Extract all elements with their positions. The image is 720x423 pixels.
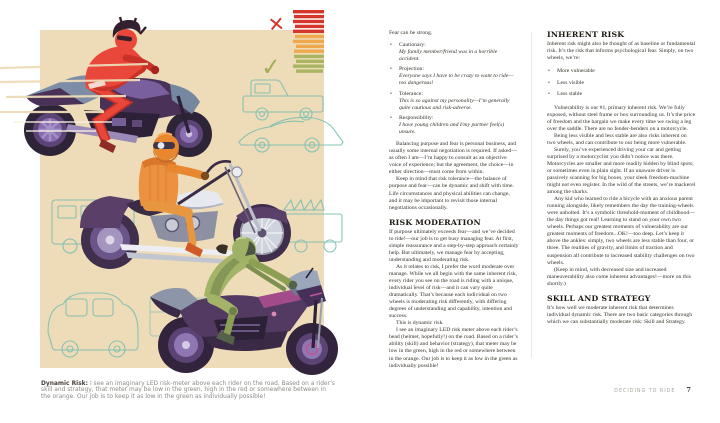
x-mark-icon: ✕ bbox=[266, 11, 286, 37]
page-footer bbox=[547, 386, 691, 394]
bullet-term: Projection: bbox=[399, 66, 424, 73]
list-item: • Less stable bbox=[547, 91, 696, 98]
bullet-quote: My family member/friend was in a horrible accident. bbox=[399, 49, 498, 63]
column-divider bbox=[531, 32, 532, 358]
paragraph: This is dynamic risk. bbox=[396, 320, 444, 327]
paragraph: Keep in mind that risk tolerance—the balance of purpose and fear—can be dynamic and shift with time. Life circumstances and physical abilities can change, and it may be important to revisit those internal negotiations occasionally. bbox=[389, 176, 514, 211]
fear-bullet-list bbox=[389, 42, 519, 136]
list-item bbox=[389, 115, 519, 136]
bullet-quote: This is so against my personality—I’m generally quite cautious and risk-adverse. bbox=[399, 97, 510, 111]
check-mark-icon: ✓ bbox=[260, 52, 283, 82]
inherent-risk-list bbox=[547, 68, 696, 98]
bullet-term: Tolerance: bbox=[399, 90, 423, 97]
bullet-term: Cautionary: bbox=[399, 42, 426, 49]
paragraph: Balancing purpose and fear is personal business, and usually some internal negotiation is required. If asked—as often I am—I’m happy to consult as an objective voice of experience; but the agreement, the choice—in either direction—must come from within. bbox=[389, 141, 517, 176]
running-title: DECIDING TO RIDE bbox=[614, 389, 676, 394]
paragraph: If purpose ultimately exceeds fear—and we’ve decided to ride!—our job is to get busy managing fear. At first, simple reassurance and a step-by-step approach certainly help. But ultimately, we manage fear by accepting, understanding and moderating risk. bbox=[389, 228, 519, 263]
section-heading-inherent-risk: INHERENT RISK bbox=[547, 30, 625, 39]
list-item bbox=[389, 66, 519, 87]
section-heading-risk-moderation: RISK MODERATION bbox=[389, 217, 481, 227]
paragraph: Fear can be strong. bbox=[389, 30, 433, 36]
page-number: 7 bbox=[686, 386, 691, 394]
paragraph: Any kid who learned to ride a bicycle with an anxious parent running alongside, likely remembers the day the training-wheels were unbolted. It’s a symbolic threshold-moment of childhood—the day things got real! Learning to stand on your own two wheels. Perhaps our greatest moments of vulnerability are our greatest moments of freedom...OK!—too deep. Let’s keep it above the ankles: simply, two wheels are less stable than four, or three. The realities of gravity, and limits of traction and suspension all contribute to increased stability challenges on two wheels. bbox=[547, 196, 695, 266]
paragraph: Vulnerability is our #1, primary inherent risk. We’re fully exposed, without steel frame or box surrounding us. It’s the price of freedom and the bargain we make every time we swing a leg over the saddle. There are no fender-benders on a motorcycle. bbox=[547, 104, 696, 132]
risk-meter-red-bars bbox=[293, 10, 324, 33]
section-heading-skill-strategy: SKILL AND STRATEGY bbox=[547, 293, 651, 303]
bullet-quote: I have young children and I/my partner feel(s) unsure. bbox=[399, 122, 505, 136]
paragraph: It’s how well we moderate inherent risk that determines individual dynamic risk. There are two basic categories through which we can substantially moderate risk: Skill and Strategy. bbox=[547, 304, 693, 325]
text-column-right bbox=[547, 30, 696, 326]
text-column-left bbox=[389, 30, 519, 370]
paragraph: As it relates to risk, I prefer the word moderate over manage. While we all begin with the same inherent risk, every rider you see on the road is riding with a unique, individual level of risk—and it can vary quite dramatically. That’s because each individual on two wheels is moderating risk differently, with differing degrees of understanding and capability, intention and success. bbox=[389, 263, 517, 320]
list-item: • More vulnerable bbox=[547, 68, 696, 75]
illustration-caption bbox=[41, 381, 337, 401]
bullet-term: Responsibility: bbox=[399, 115, 434, 122]
paragraph: I see an imaginary LED risk meter above each rider’s head (helmet, hopefully!) on the road. Based on a rider’s ability (skill) and behavior (strategy), that meter may be low in the green, high in the red or somewhere between in the orange. Our job is to keep it as low in the green as individually possible! bbox=[389, 327, 518, 369]
paragraph: Being less visible and less stable are also risks inherent on two wheels, and can contribute to our being more vulnerable. bbox=[547, 132, 687, 146]
paragraph: Surely, you’ve experienced driving your car and getting surprised by a motorcyclist you didn’t notice was there. Motorcycles are smaller and more readily hidden by blind spots; or sometimes even in plain sight. If an unaware driver is passively scanning for big boxes, your sleek freedom-machine might not even register. In the wild of the streets, we’re mackerel among the sharks. bbox=[547, 146, 696, 196]
paragraph: (Keep in mind, with decreased size and increased maneuverability also come inherent advantages!—more on this shortly.) bbox=[547, 266, 692, 287]
caption-text: I see an imaginary LED risk-meter above each rider on the road. Based on a rider’s skill and strategy, that meter may be low in the green, high in the red or somewhere between in the orange. Our job is to keep it as low in the green as individually possible! bbox=[41, 380, 336, 401]
list-item bbox=[389, 42, 519, 63]
caption-label: Dynamic Risk: bbox=[41, 380, 88, 387]
paragraph: Inherent risk might also be thought of as baseline or fundamental risk. It’s the risk that informs psychological fear. Simply, on two wheels, we’re: bbox=[547, 41, 696, 62]
list-item: • Less visible bbox=[547, 80, 696, 87]
list-item bbox=[389, 91, 519, 112]
bullet-quote: Everyone says I have to be crazy to want to ride—too dangerous! bbox=[399, 73, 514, 87]
